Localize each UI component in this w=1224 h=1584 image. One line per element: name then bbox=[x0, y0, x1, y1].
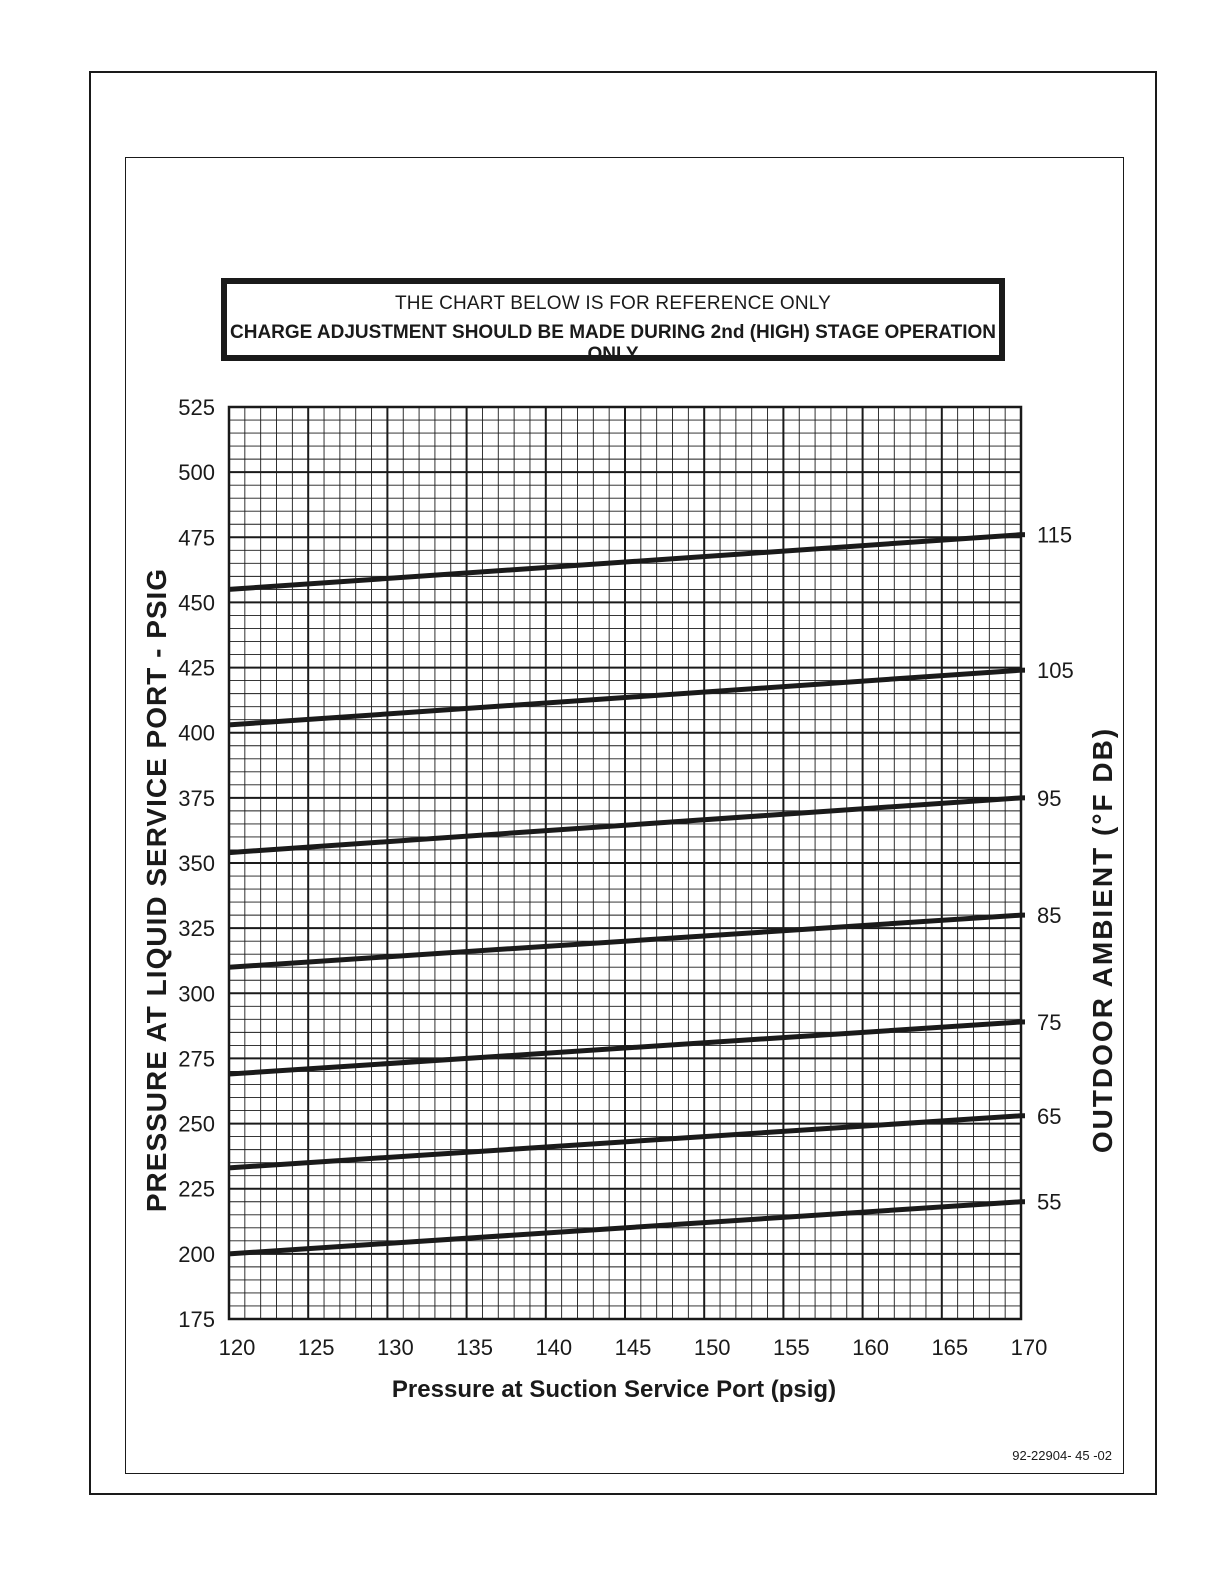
y-tick-label: 275 bbox=[178, 1046, 215, 1072]
y2-axis-label: OUTDOOR AMBIENT (°F DB) bbox=[1087, 726, 1118, 1154]
y-tick-label: 300 bbox=[178, 981, 215, 1007]
y-tick-label: 225 bbox=[178, 1176, 215, 1202]
ambient-labels bbox=[1037, 523, 1074, 1215]
x-tick-label: 140 bbox=[535, 1335, 573, 1360]
ambient-label-105: 105 bbox=[1037, 658, 1074, 684]
ambient-label-55: 55 bbox=[1037, 1189, 1062, 1215]
y-tick-label: 375 bbox=[178, 785, 215, 811]
x-tick-label: 120 bbox=[218, 1335, 256, 1360]
ambient-label-75: 75 bbox=[1037, 1009, 1062, 1035]
y-tick-label: 350 bbox=[178, 851, 215, 876]
y-tick-label: 325 bbox=[178, 916, 215, 942]
y-axis-label: PRESSURE AT LIQUID SERVICE PORT - PSIG bbox=[141, 567, 172, 1213]
x-tick-labels bbox=[219, 1335, 1048, 1360]
x-tick-label: 160 bbox=[852, 1335, 889, 1360]
x-axis-label: Pressure at Suction Service Port (psig) bbox=[391, 1376, 837, 1403]
notice-charge-adjustment: CHARGE ADJUSTMENT SHOULD BE MADE DURING 2nd (HIGH) STAGE OPERATION ONLY bbox=[230, 322, 996, 365]
y-tick-label: 450 bbox=[178, 590, 215, 616]
y-tick-label: 475 bbox=[178, 525, 215, 551]
document-number: 92-22904- 45 -02 bbox=[1012, 1448, 1112, 1463]
x-tick-label: 165 bbox=[931, 1335, 969, 1360]
x-tick-label: 125 bbox=[297, 1335, 335, 1360]
notice-reference-only: THE CHART BELOW IS FOR REFERENCE ONLY bbox=[394, 293, 832, 314]
ambient-label-85: 85 bbox=[1037, 903, 1062, 929]
x-tick-label: 130 bbox=[377, 1335, 414, 1360]
y-tick-label: 525 bbox=[178, 395, 215, 420]
ambient-label-95: 95 bbox=[1037, 785, 1062, 811]
x-tick-label: 170 bbox=[1010, 1335, 1048, 1360]
x-tick-label: 155 bbox=[773, 1335, 810, 1360]
x-tick-label: 150 bbox=[693, 1335, 731, 1360]
y-tick-label: 400 bbox=[178, 720, 215, 746]
y-tick-label: 175 bbox=[178, 1307, 215, 1332]
y-tick-label: 200 bbox=[178, 1241, 215, 1267]
x-tick-label: 145 bbox=[614, 1335, 652, 1360]
y-tick-label: 250 bbox=[178, 1111, 215, 1137]
ambient-label-65: 65 bbox=[1037, 1103, 1062, 1129]
ambient-label-115: 115 bbox=[1037, 522, 1073, 548]
y-tick-label: 500 bbox=[178, 460, 215, 486]
y-tick-labels bbox=[178, 395, 215, 1332]
y-tick-label: 425 bbox=[178, 655, 215, 681]
x-tick-label: 135 bbox=[456, 1335, 493, 1360]
series-lines bbox=[229, 535, 1025, 1254]
